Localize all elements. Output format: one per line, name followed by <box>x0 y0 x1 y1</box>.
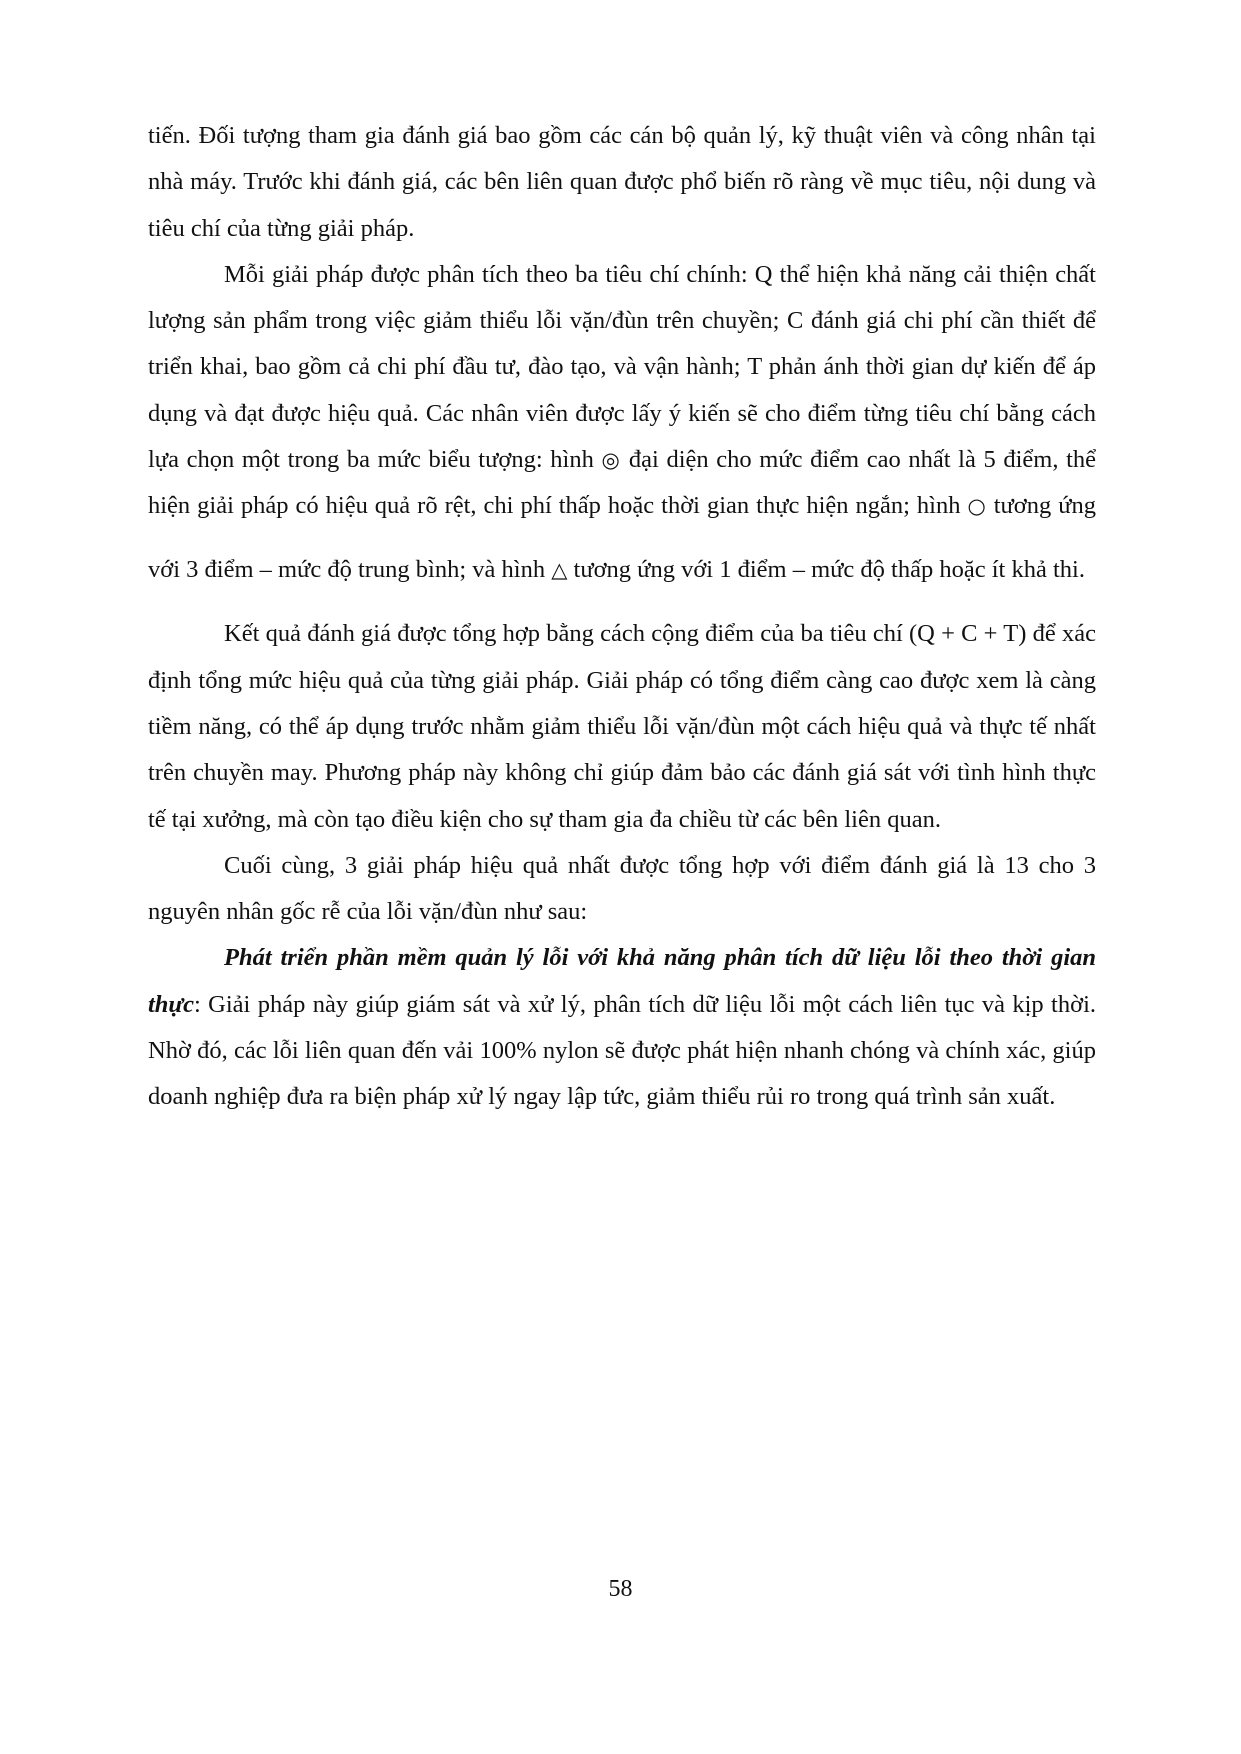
criteria-text-3: tương ứng với 3 điểm – mức độ trung bình; và hình <box>148 492 1097 584</box>
paragraph-results: Kết quả đánh giá được tổng hợp bằng cách cộng điểm của ba tiêu chí (Q + C + T) để xác định tổng mức hiệu quả của từng giải pháp. Giải pháp có tổng điểm càng cao được xem là càng tiềm năng, có thể áp dụng trước nhằm giảm thiểu lỗi vặn/đùn một cách hiệu quả và thực tế nhất trên chuyền may. Phương pháp này không chỉ giúp đảm bảo các đánh giá sát với tình hình thực tế tại xưởng, mà còn tạo điều kiện cho sự tham gia đa chiều từ các bên liên quan. <box>148 620 1096 833</box>
criteria-text-1: Mỗi giải pháp được phân tích theo ba tiêu chí chính: Q thể hiện khả năng cải thiện chất lượng sản phẩm trong việc giảm thiểu lỗi vặn/đùn trên chuyền; C đánh giá chi phí cần thiết để triển khai, bao gồm cả chi phí đầu tư, đào tạo, và vận hành; T phản ánh thời gian dự kiến để áp dụng và đạt được hiệu quả. Các nhân viên được lấy ý kiến sẽ cho điểm từng tiêu chí bằng cách lựa chọn một trong ba mức biểu tượng: hình <box>148 260 1096 474</box>
paragraph-criteria <box>148 252 1096 611</box>
page-number: 58 <box>608 1576 633 1602</box>
paragraph-conclusion: Cuối cùng, 3 giải pháp hiệu quả nhất được tổng hợp với điểm đánh giá là 13 cho 3 nguyên nhân gốc rễ của lỗi vặn/đùn như sau: <box>148 851 1096 926</box>
body-text <box>148 113 1096 1121</box>
solution-text: : Giải pháp này giúp giám sát và xử lý, phân tích dữ liệu lỗi một cách liên tục và kịp thời. Nhờ đó, các lỗi liên quan đến vải 100% nylon sẽ được phát hiện nhanh chóng và chính xác, giúp doanh nghiệp đưa ra biện pháp xử lý ngay lập tức, giảm thiểu rủi ro trong quá trình sản xuất. <box>148 990 1096 1111</box>
circle-icon: ○ <box>967 494 987 519</box>
criteria-text-2: đại diện cho mức điểm cao nhất là 5 điểm, thể hiện giải pháp có hiệu quả rõ rệt, chi phí thấp hoặc thời gian thực hiện ngắn; hình <box>148 446 1097 520</box>
criteria-text-4: tương ứng với 1 điểm – mức độ thấp hoặc ít khả thi. <box>573 556 1085 584</box>
solution-heading: Phát triển phần mềm quản lý lỗi với khả năng phân tích dữ liệu lỗi theo thời gian thực <box>148 944 1096 1018</box>
double-circle-icon: ◎ <box>601 448 622 473</box>
triangle-icon: △ <box>551 558 568 583</box>
paragraph-continuation: tiến. Đối tượng tham gia đánh giá bao gồm các cán bộ quản lý, kỹ thuật viên và công nhân tại nhà máy. Trước khi đánh giá, các bên liên quan được phổ biến rõ ràng về mục tiêu, nội dung và tiêu chí của từng giải pháp. <box>148 122 1096 242</box>
paragraph-solution <box>148 935 1096 1120</box>
